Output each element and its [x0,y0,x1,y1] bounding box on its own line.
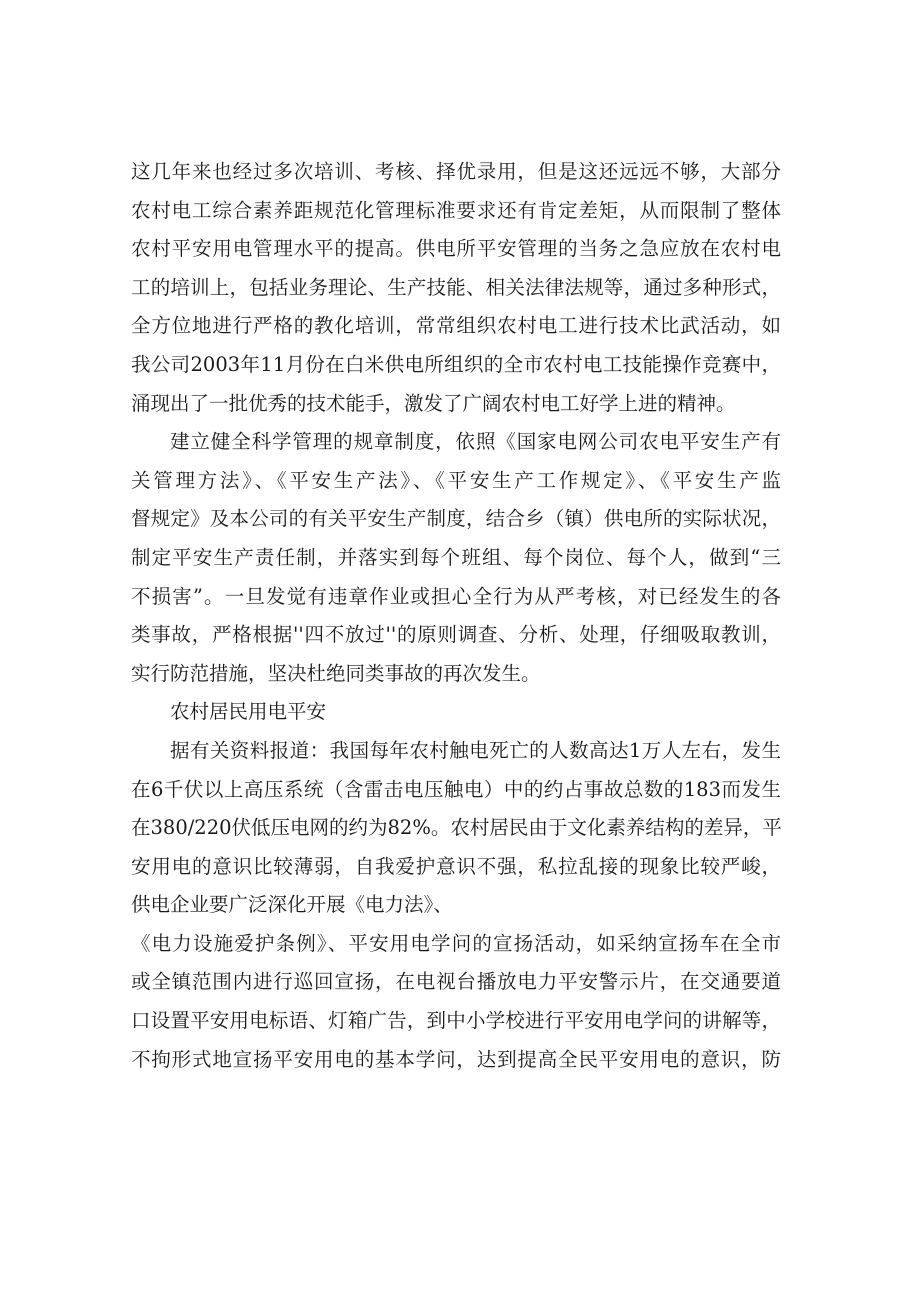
text-line: 据有关资料报道：我国每年农村触电死亡的人数高达1万人左右，发生 [170,738,781,762]
text-line: 安用电的意识比较薄弱，自我爱护意识不强，私拉乱接的现象比较严峻， [131,854,781,878]
text-line: 实行防范措施，坚决杜绝同类事故的再次发生。 [131,661,541,685]
text-line: 不拘形式地宣扬平安用电的基本学问，达到提高全民平安用电的意识，防 [131,1047,781,1071]
text-line: 在6千伏以上高压系统（含雷击电压触电）中的约占事故总数的183而发生 [131,777,781,801]
text-line: 《电力设施爱护条例》、平安用电学问的宣扬活动，如采纳宣扬车在全市 [131,931,781,955]
text-line: 供电企业要广泛深化开展《电力法》、 [131,893,453,917]
text-line: 涌现出了一批优秀的技术能手，激发了广阔农村电工好学上进的精神。 [131,391,736,415]
text-line: 农村平安用电管理水平的提高。供电所平安管理的当务之急应放在农村电 [131,237,781,261]
text-line: 我公司2003年11月份在白米供电所组织的全市农村电工技能操作竞赛中， [131,352,781,376]
text-line: 不损害”。一旦发觉有违章作业或担心全行为从严考核，对已经发生的各 [131,584,781,608]
text-line: 这几年来也经过多次培训、考核、择优录用，但是这还远远不够，大部分 [131,160,781,183]
text-line: 类事故，严格根据''四不放过''的原则调查、分析、处理，仔细吸取教训， [131,623,781,647]
text-line: 全方位地进行严格的教化培训，常常组织农村电工进行技术比武活动，如 [131,314,781,338]
text-line: 制定平安生产责任制，并落实到每个班组、每个岗位、每个人，做到“三 [131,545,781,569]
text-line: 在380/220伏低压电网的约为82%。农村居民由于文化素养结构的差异，平 [131,816,782,840]
body-text [131,153,781,1079]
text-line: 建立健全科学管理的规章制度，依照《国家电网公司农电平安生产有 [170,430,781,454]
text-line: 督规定》及本公司的有关平安生产制度，结合乡（镇）供电所的实际状况， [131,507,781,531]
section-heading: 农村居民用电平安 [170,700,327,724]
text-line: 农村电工综合素养距规范化管理标准要求还有肯定差矩，从而限制了整体 [131,198,781,222]
text-line: 工的培训上，包括业务理论、生产技能、相关法律法规等，通过多种形式， [131,275,781,299]
text-line: 关管理方法》、《平安生产法》、《平安生产工作规定》、《平安生产监 [131,468,781,492]
text-line: 或全镇范围内进行巡回宣扬，在电视台播放电力平安警示片，在交通要道 [131,970,781,994]
text-line: 口设置平安用电标语、灯箱广告，到中小学校进行平安用电学问的讲解等， [131,1009,781,1033]
